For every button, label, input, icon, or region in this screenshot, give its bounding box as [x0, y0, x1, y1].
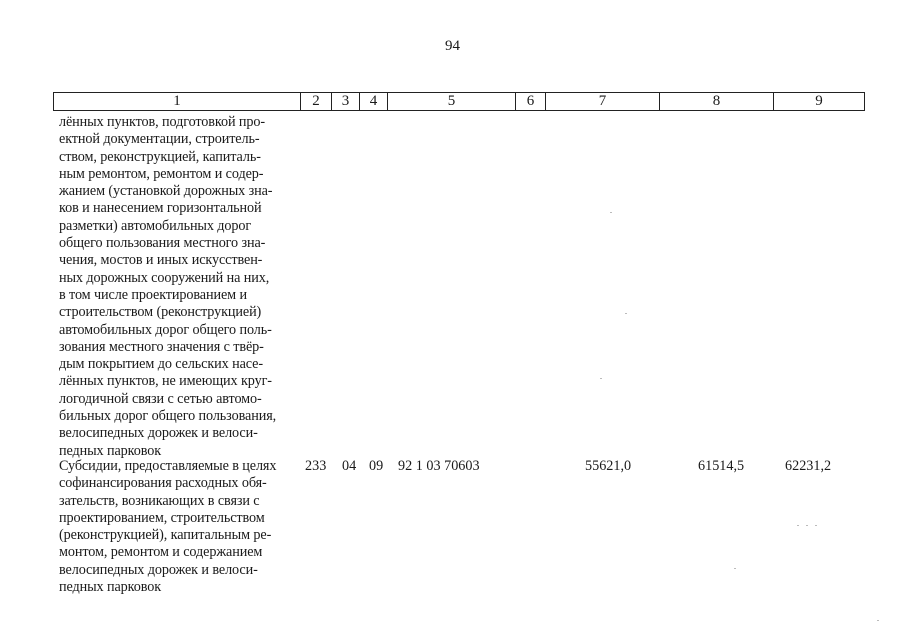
table-row-2-description: [59, 458, 297, 596]
text-line: строительством (реконструкцией): [59, 304, 262, 321]
row-2-col-2-value: 233: [305, 458, 327, 474]
scan-speck: [600, 378, 602, 379]
header-col-2: 2: [301, 93, 332, 110]
text-line: ков и нанесением горизонтальной: [59, 200, 262, 217]
table-row-1-description: [59, 114, 297, 460]
row-2-col-4-value: 09: [369, 458, 384, 474]
header-col-1: 1: [54, 93, 301, 110]
text-line: в том числе проектированием и: [59, 286, 248, 303]
text-line: ектной документации, строитель-: [59, 131, 260, 148]
text-line: жанием (установкой дорожных зна-: [59, 183, 273, 200]
text-line: велосипедных дорожек и велоси-: [59, 561, 258, 578]
scan-speck: [625, 313, 627, 314]
text-line: проектированием, строительством: [59, 509, 265, 526]
text-line: педных парковок: [59, 579, 162, 596]
table-header-row: [53, 92, 865, 111]
text-line: разметки) автомобильных дорог: [59, 217, 252, 234]
header-col-5: 5: [388, 93, 516, 110]
header-col-4: 4: [360, 93, 388, 110]
page-number: 94: [445, 38, 460, 54]
text-line: лённых пунктов, подготовкой про-: [59, 114, 266, 130]
scan-speck: [734, 568, 736, 569]
text-line: зования местного значения с твёр-: [59, 338, 264, 355]
text-line: чения, мостов и иных искусствен-: [59, 252, 263, 269]
text-line: ных дорожных сооружений на них,: [59, 269, 270, 286]
text-line: Субсидии, предоставляемые в целях: [59, 458, 277, 474]
text-line: автомобильных дорог общего поль-: [59, 321, 272, 338]
text-line: бильных дорог общего пользования,: [59, 408, 277, 425]
scan-speck: [815, 525, 817, 526]
text-line: зательств, возникающих в связи с: [59, 492, 260, 509]
header-col-3: 3: [332, 93, 360, 110]
text-line: логодичной связи с сетью автомо-: [59, 390, 262, 407]
scan-speck: [877, 620, 879, 621]
scan-speck: [610, 212, 612, 213]
text-line: дым покрытием до сельских насе-: [59, 356, 263, 373]
header-col-8: 8: [660, 93, 774, 110]
text-line: ством, реконструкцией, капиталь-: [59, 148, 261, 165]
scan-speck: [797, 525, 799, 526]
header-col-7: 7: [546, 93, 660, 110]
text-line: велосипедных дорожек и велоси-: [59, 425, 258, 442]
row-2-col-8-value: 61514,5: [698, 458, 745, 474]
text-line: (реконструкцией), капитальным ре-: [59, 527, 272, 544]
text-line: ным ремонтом, ремонтом и содер-: [59, 165, 264, 182]
row-2-col-7-value: 55621,0: [585, 458, 632, 474]
row-2-col-5-value: 92 1 03 70603: [398, 458, 480, 474]
row-2-col-3-value: 04: [342, 458, 357, 474]
text-line: софинансирования расходных обя-: [59, 475, 267, 492]
text-line: общего пользования местного зна-: [59, 235, 266, 252]
scan-speck: [806, 525, 808, 526]
header-col-9: 9: [815, 93, 823, 109]
header-col-6: 6: [516, 93, 546, 110]
text-line: монтом, ремонтом и содержанием: [59, 544, 263, 561]
row-2-col-9-value: 62231,2: [785, 458, 832, 474]
text-line: лённых пунктов, не имеющих круг-: [59, 373, 272, 390]
text-line: педных парковок: [59, 442, 162, 459]
